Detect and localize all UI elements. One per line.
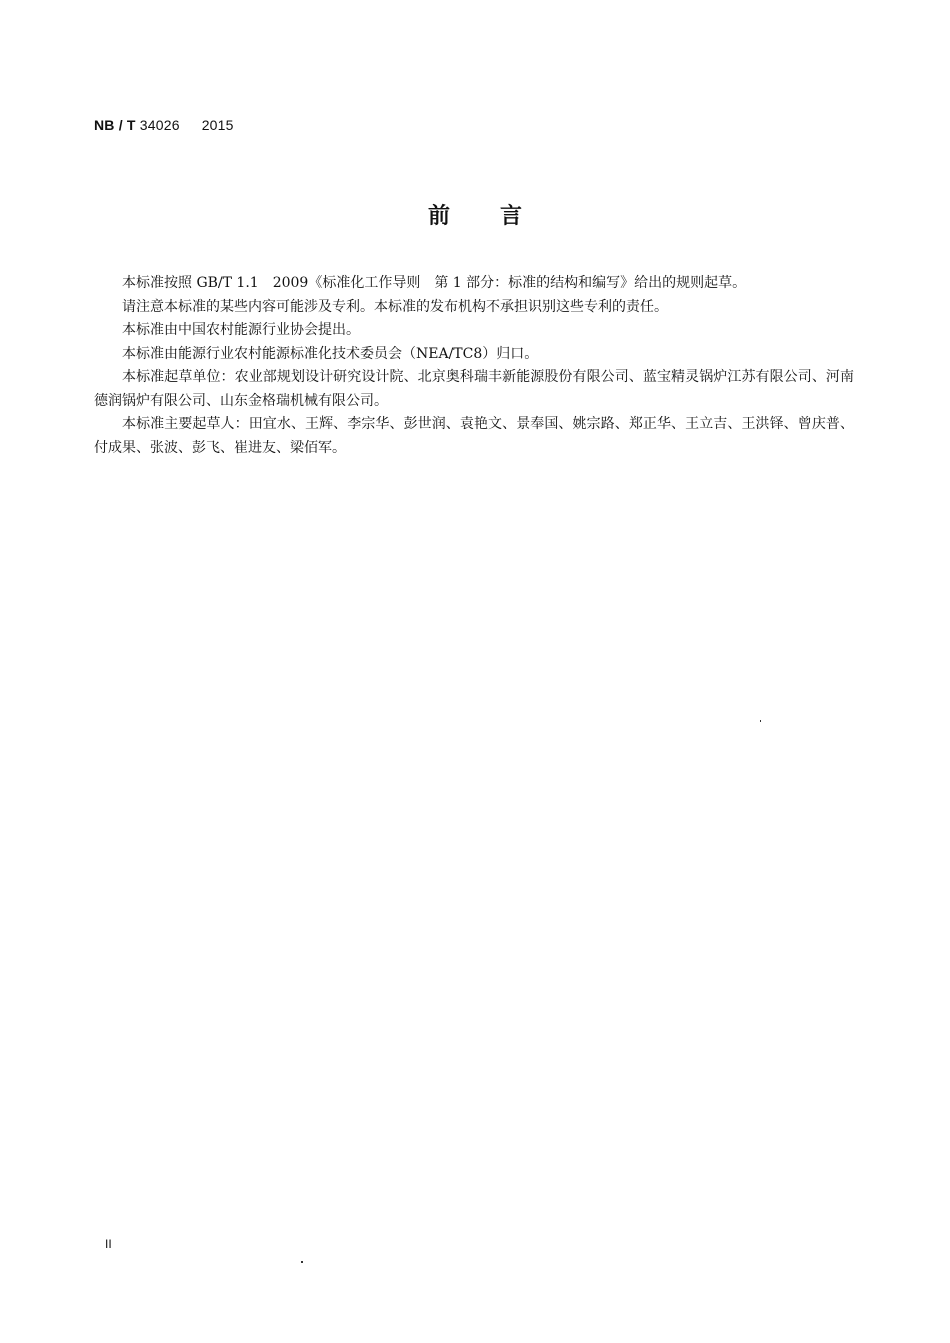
foreword-body (94, 272, 854, 460)
scan-speck (760, 720, 761, 722)
standard-code-number: 34026 (139, 117, 180, 133)
paragraph-patent-notice: 请注意本标准的某些内容可能涉及专利。本标准的发布机构不承担识别这些专利的责任。 (122, 298, 668, 315)
paragraph-drafting-units: 本标准起草单位：农业部规划设计研究设计院、北京奥科瑞丰新能源股份有限公司、蓝宝精灵锅炉江苏有限公司、河南德润锅炉有限公司、山东金格瑞机械有限公司。 (94, 369, 854, 409)
page-number: II (105, 1237, 112, 1251)
standard-code-prefix: NB / T (94, 117, 136, 133)
paragraph-technical-committee: 本标准由能源行业农村能源标准化技术委员会（NEA/TC8）归口。 (122, 345, 539, 362)
standard-code-header (94, 117, 234, 133)
foreword-title: 前言 (427, 204, 572, 229)
paragraph-drafting-rules: 本标准按照 GB/T 1.1 2009《标准化工作导则 第 1 部分：标准的结构和编写》给出的规则起草。 (122, 275, 747, 291)
scan-speck (301, 1261, 303, 1263)
standard-year: 2015 (201, 117, 234, 133)
paragraph-drafters: 本标准主要起草人：田宜水、王辉、李宗华、彭世润、袁艳文、景奉国、姚宗路、郑正华、王立吉、王洪铎、曾庆普、付成果、张波、彭飞、崔进友、梁佰军。 (94, 416, 854, 456)
paragraph-proposer: 本标准由中国农村能源行业协会提出。 (122, 322, 360, 338)
